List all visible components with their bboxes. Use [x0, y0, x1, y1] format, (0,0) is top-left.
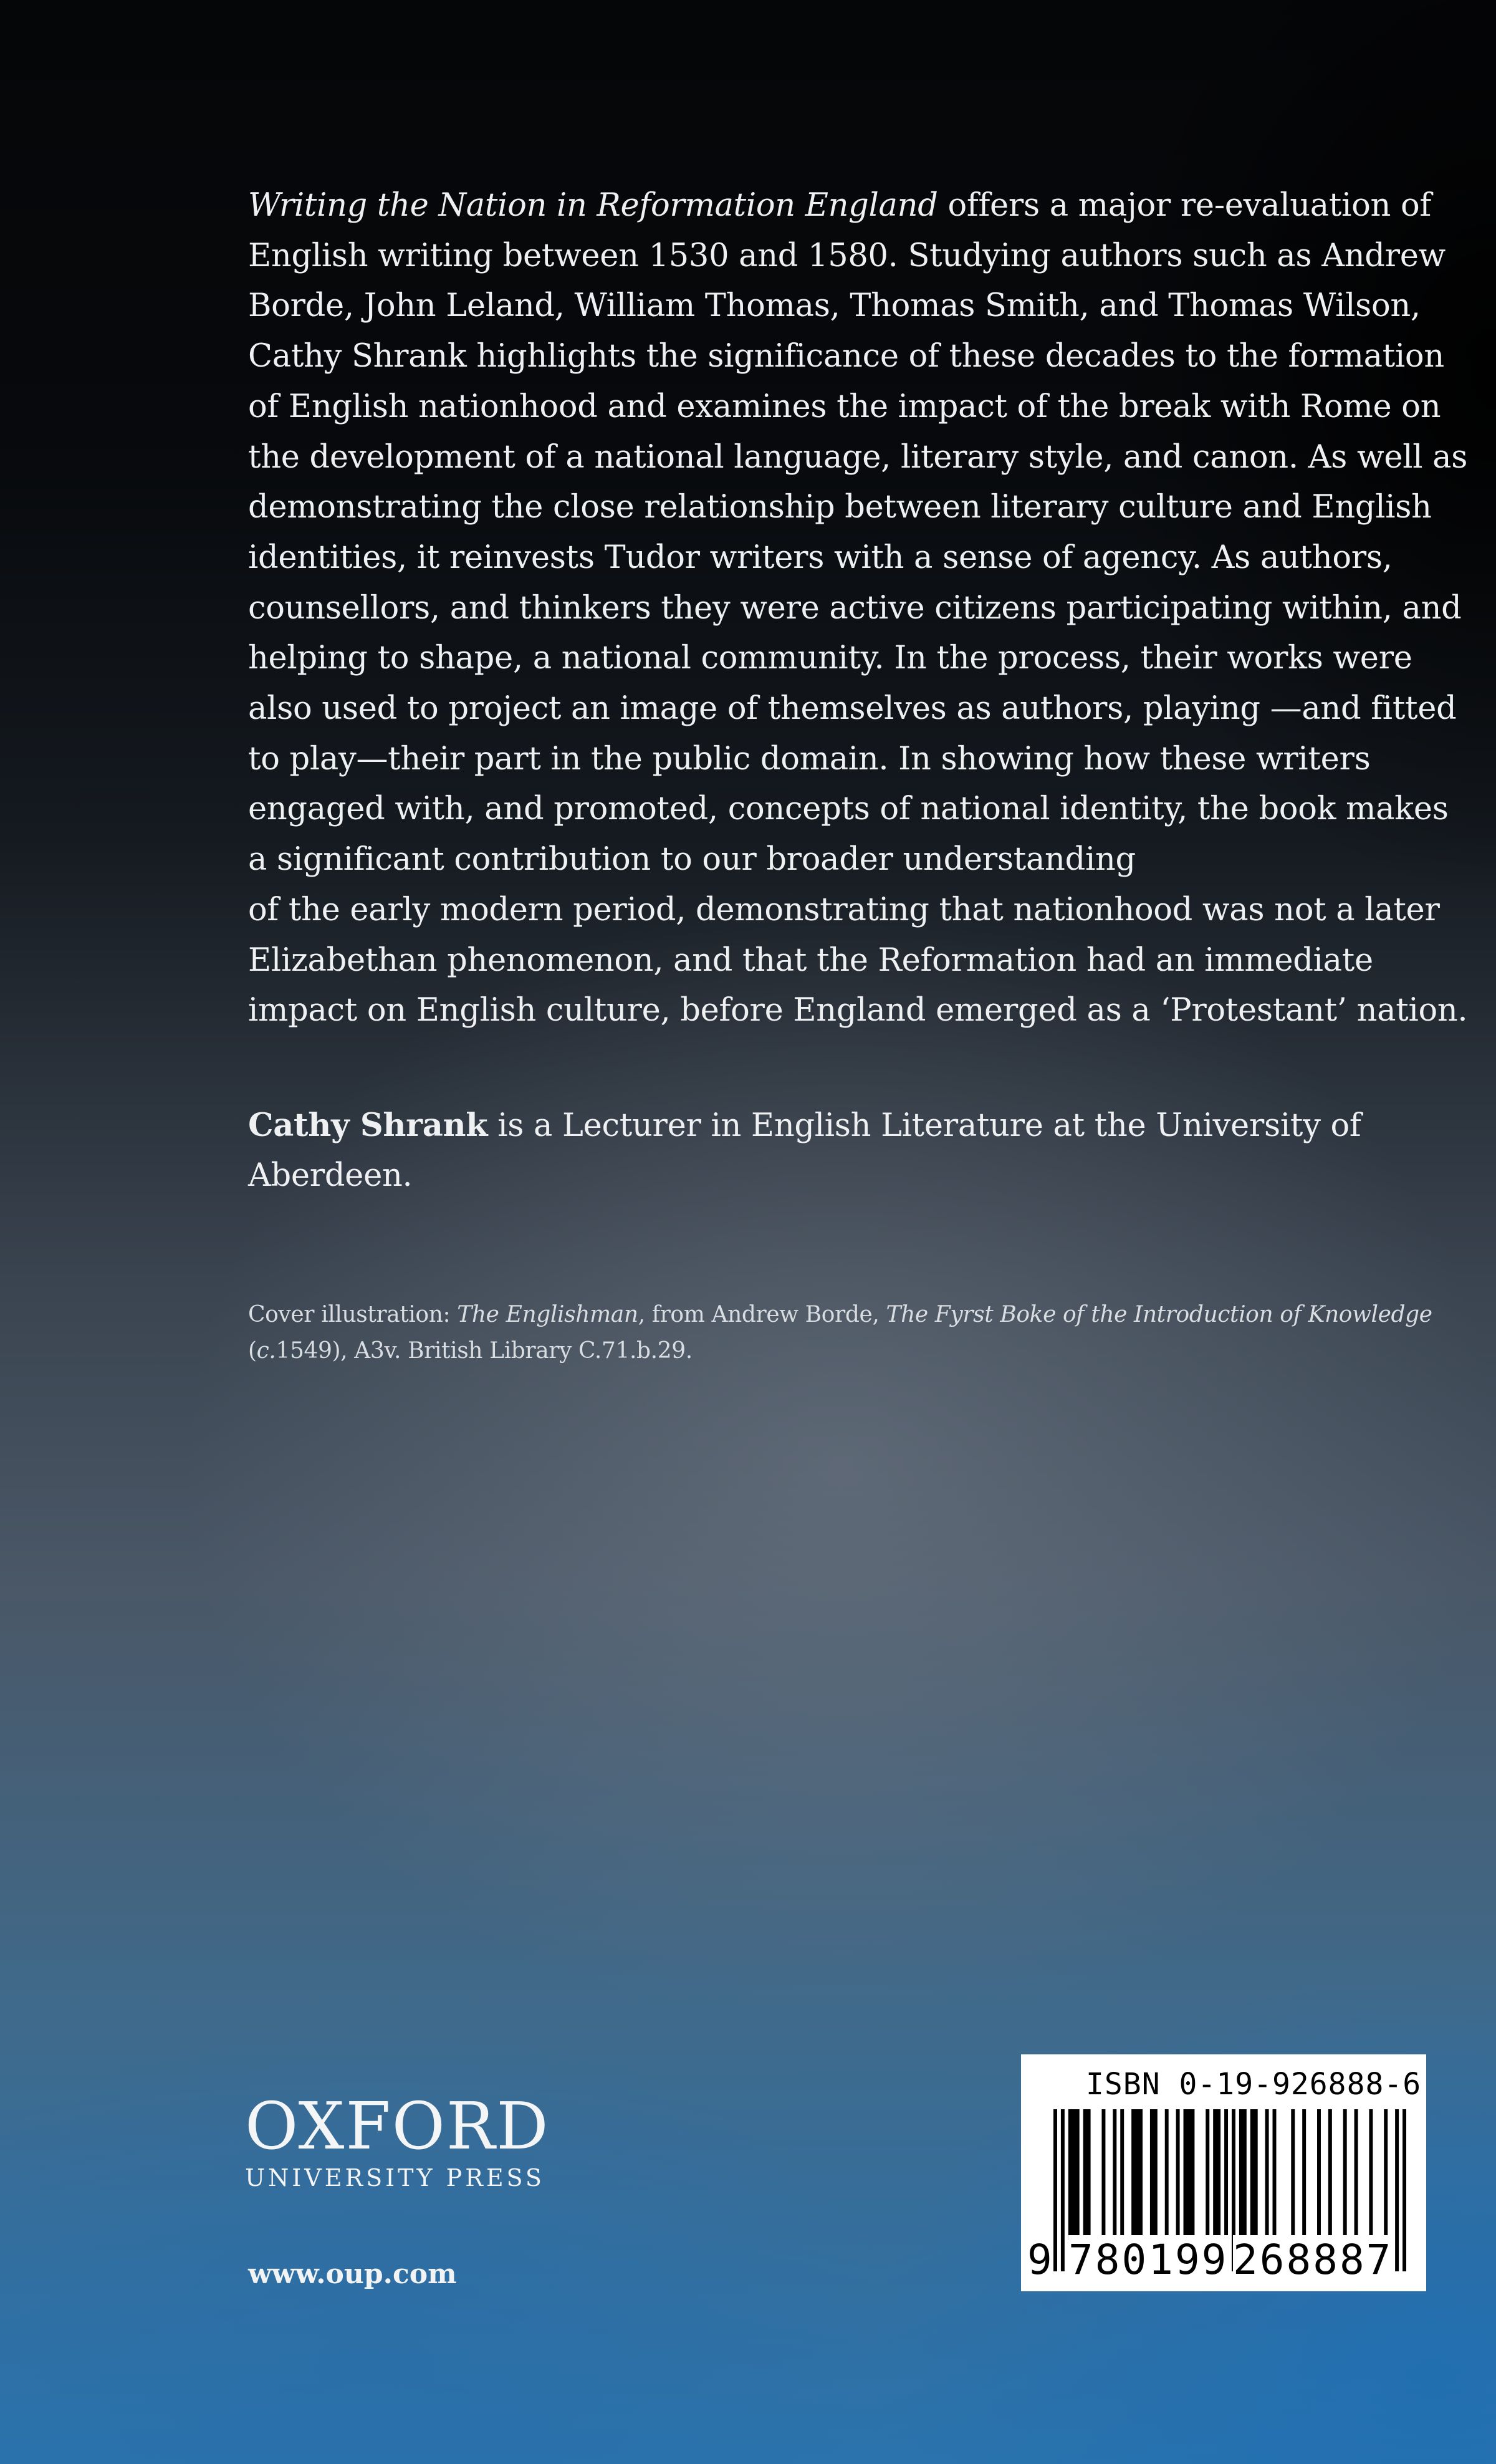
description-line: impact on English culture, before England emerged as a ‘Protestant’ nation.	[248, 992, 1468, 1029]
barcode-bar	[1317, 2109, 1321, 2240]
description-line: demonstrating the close relationship between literary culture and English	[248, 489, 1432, 526]
barcode-bar	[1131, 2109, 1143, 2240]
author-bio-line-2: Aberdeen.	[248, 1157, 413, 1194]
author-bio	[248, 1100, 1464, 1201]
book-title: Writing the Nation in Reformation England	[248, 187, 938, 224]
cover-illustration-credit	[248, 1297, 1464, 1369]
description-line: helping to shape, a national community. In the process, their works were	[248, 640, 1412, 677]
barcode-bar	[1239, 2109, 1247, 2240]
barcode-bar	[1369, 2109, 1373, 2240]
description-line: the development of a national language, literary style, and canon. As well as	[248, 438, 1468, 476]
barcode-bar	[1113, 2109, 1116, 2240]
description-line: counsellors, and thinkers they were active citizens participating within, and	[248, 589, 1462, 627]
oxford-university-press-logo	[245, 2088, 594, 2195]
barcode-bar	[1150, 2109, 1158, 2240]
description-line: identities, it reinvests Tudor writers with a sense of agency. As authors,	[248, 539, 1393, 576]
barcode-bar	[1083, 2109, 1091, 2240]
barcode-bar	[1291, 2109, 1295, 2240]
description-line: of the early modern period, demonstrating that nationhood was not a later	[248, 891, 1440, 928]
credit-line-2: (c.1549), A3v. British Library C.71.b.29.	[248, 1338, 693, 1364]
barcode-bar	[1250, 2109, 1258, 2240]
description-line: Writing the Nation in Reformation England offers a major re-evaluation of	[248, 187, 1431, 224]
description-line: Cathy Shrank highlights the significance of these decades to the formation	[248, 338, 1444, 375]
barcode-bar	[1273, 2109, 1277, 2240]
description-line: Elizabethan phenomenon, and that the Reformation had an immediate	[248, 941, 1373, 979]
barcode-bar	[1165, 2109, 1169, 2240]
barcode-bar	[1206, 2109, 1209, 2240]
book-description	[248, 181, 1468, 1036]
barcode-bar	[1068, 2109, 1080, 2240]
barcode-bar	[1184, 2109, 1195, 2240]
description-line: a significant contribution to our broader understanding	[248, 841, 1136, 878]
barcode-bar	[1355, 2109, 1358, 2240]
description-line: of English nationhood and examines the impact of the break with Rome on	[248, 388, 1441, 425]
publisher-subtitle: UNIVERSITY PRESS	[245, 2164, 545, 2192]
credit-line-1: Cover illustration: The Englishman, from Andrew Borde, The Fyrst Boke of the Introduction of Knowledge	[248, 1302, 1432, 1327]
author-name: Cathy Shrank	[248, 1107, 488, 1144]
barcode-bar	[1176, 2109, 1180, 2240]
description-line: to play—their part in the public domain. In showing how these writers	[248, 740, 1371, 777]
barcode-bar	[1213, 2109, 1220, 2240]
publisher-url: www.oup.com	[248, 2258, 457, 2290]
author-bio-line-1: Cathy Shrank is a Lecturer in English Literature at the University of	[248, 1107, 1361, 1144]
description-line: English writing between 1530 and 1580. Studying authors such as Andrew	[248, 237, 1446, 274]
barcode-bar	[1265, 2109, 1269, 2240]
description-line: Borde, John Leland, William Thomas, Thomas Smith, and Thomas Wilson,	[248, 287, 1421, 325]
isbn-label: ISBN 0-19-926888-6	[1086, 2067, 1422, 2102]
barcode-bar	[1302, 2109, 1306, 2240]
description-line: engaged with, and promoted, concepts of national identity, the book makes	[248, 791, 1449, 828]
ean-number	[1021, 2235, 1426, 2285]
ean-first-digit: 9	[1027, 2236, 1052, 2284]
isbn-barcode	[1021, 2054, 1426, 2291]
description-line: also used to project an image of themselves as authors, playing —and fitted	[248, 690, 1457, 728]
ean-left-group: 780199	[1068, 2236, 1229, 2284]
barcode-bar	[1384, 2109, 1388, 2240]
ean-right-group: 268887	[1233, 2236, 1393, 2284]
barcode-bar	[1328, 2109, 1332, 2240]
barcode-bar	[1101, 2109, 1105, 2240]
publisher-name: OXFORD	[245, 2088, 550, 2164]
barcode-bar	[1343, 2109, 1347, 2240]
barcode-bar	[1120, 2109, 1124, 2240]
